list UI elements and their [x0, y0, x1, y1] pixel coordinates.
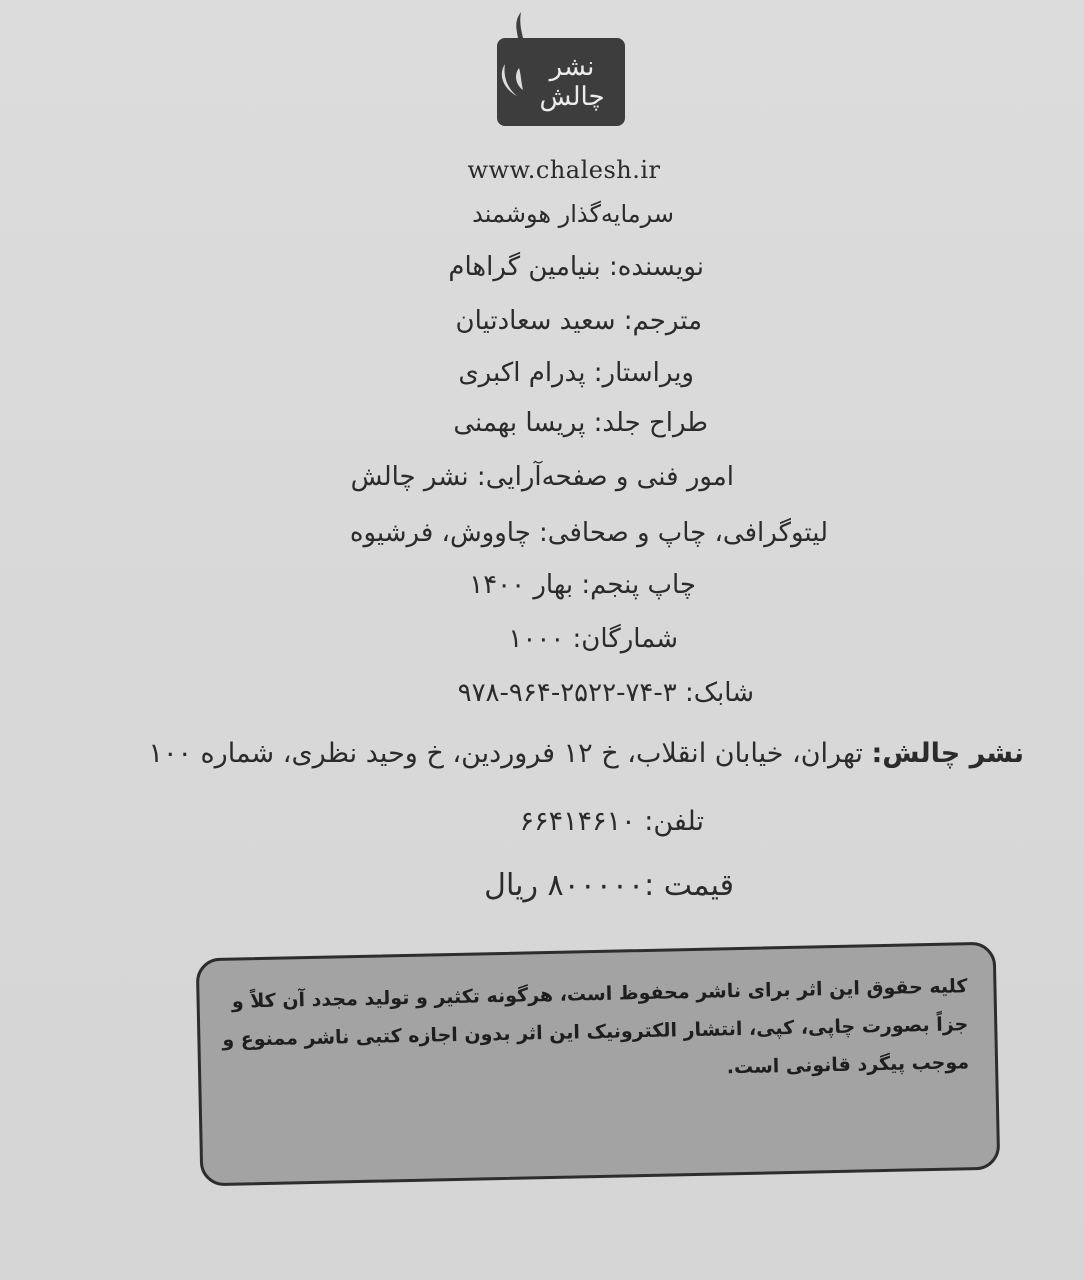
price-line: قیمت :۸۰۰۰۰۰ ریال	[484, 868, 734, 903]
publisher-address-line	[148, 738, 1024, 769]
cover-designer-line: طراح جلد: پریسا بهمنی	[453, 408, 708, 438]
translator-line: مترجم: سعید سعادتیان	[455, 306, 702, 336]
copyright-notice-box	[196, 942, 1001, 1187]
isbn-line: شابک: ۳-۷۴-۲۵۲۲-۹۶۴-۹۷۸	[457, 678, 754, 708]
phone-line: تلفن: ۶۶۴۱۴۶۱۰	[519, 806, 704, 837]
logo-text: نشر چالش	[539, 52, 605, 112]
technical-line: امور فنی و صفحه‌آرایی: نشر چالش	[350, 462, 734, 492]
printing-line: لیتوگرافی، چاپ و صحافی: چاووش، فرشیوه	[349, 518, 828, 548]
editor-line: ویراستار: پدرام اکبری	[458, 358, 694, 388]
author-line: نویسنده: بنیامین گراهام	[448, 252, 704, 282]
copyright-notice: کلیه حقوق این اثر برای ناشر محفوظ است، هرگونه تکثیر و تولید مجدد آن کلاً و جزاً بصورت چاپی، کپی، انتشار الکترونیک این اثر بدون اجازه کتبی ناشر ممنوع و موجب پیگرد قانونی است.	[222, 975, 970, 1079]
publisher-label: نشر چالش:	[871, 738, 1024, 769]
print-run-line: شمارگان: ۱۰۰۰	[508, 624, 678, 654]
publisher-address: تهران، خیابان انقلاب، خ ۱۲ فروردین، خ وحید نظری، شماره ۱۰۰	[148, 738, 872, 769]
publisher-logo	[497, 38, 625, 126]
book-title: سرمایه‌گذار هوشمند	[472, 200, 674, 228]
website-url: www.chalesh.ir	[467, 156, 661, 184]
edition-line: چاپ پنجم: بهار ۱۴۰۰	[469, 570, 696, 600]
